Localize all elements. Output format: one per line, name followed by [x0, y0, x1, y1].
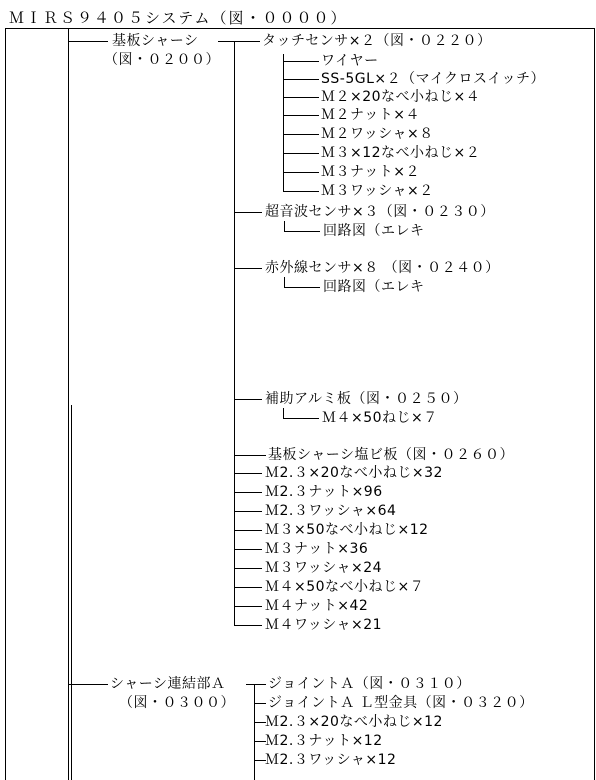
- connector-part: [283, 61, 319, 62]
- hardware-item: Ｍ４ワッシャ×21: [265, 617, 383, 633]
- substrate-chassis-figure: （図・０２００）: [104, 52, 220, 68]
- connector-joint-part: [254, 703, 266, 704]
- hardware-item: Ｍ３ワッシャ×24: [265, 560, 383, 576]
- joint-part: Ｍ2.３ワッシャ×12: [265, 752, 397, 768]
- hardware-item: Ｍ３ナット×36: [265, 541, 369, 557]
- hardware-item: Ｍ2.３ワッシャ×64: [265, 503, 397, 519]
- chassis-joint-figure: （図・０３００）: [119, 695, 235, 711]
- frame-left-border: [5, 28, 6, 780]
- frame-right-border: [594, 28, 595, 780]
- hardware-item: Ｍ４×50なべ小ねじ×７: [265, 579, 425, 595]
- root-title: ＭＩＲＳ９４０５システム（図・００００）: [9, 9, 348, 27]
- ultrasonic-child-line: [284, 221, 285, 231]
- connector-hardware: [234, 587, 262, 588]
- aux-aluminum-label: 補助アルミ板（図・０２５０）: [265, 391, 468, 407]
- substrate-children-line: [234, 41, 235, 625]
- infrared-child-line: [284, 277, 285, 287]
- ultrasonic-circuit-diagram: 回路図（エレキ: [323, 223, 425, 239]
- connector-ultrasonic: [234, 212, 262, 213]
- pvc-plate-label: 基板シャーシ塩ビ板（図・０２６０）: [268, 447, 514, 463]
- touch-part-m3-nut: Ｍ３ナット×２: [321, 164, 420, 180]
- touch-part-m3-washer: Ｍ３ワッシャ×２: [321, 183, 434, 199]
- frame-top-border: [5, 28, 595, 29]
- joint-part: ジョイントＡ Ｌ型金具（図・０３２０）: [268, 695, 534, 711]
- connector-joint-children: [246, 684, 266, 685]
- touch-sensor-label: タッチセンサ×２（図・０２２０）: [262, 33, 492, 49]
- touch-part-wire: ワイヤー: [321, 53, 379, 69]
- hardware-item: Ｍ2.３×20なべ小ねじ×32: [265, 465, 443, 481]
- connector-infrared: [234, 268, 262, 269]
- joint-part: ジョイントＡ（図・０３１０）: [268, 676, 471, 692]
- tree-trunk-line-inner: [71, 405, 72, 780]
- touch-part-m2-washer: Ｍ２ワッシャ×８: [321, 126, 434, 142]
- connector-hardware: [234, 530, 262, 531]
- connector-part: [283, 134, 319, 135]
- infrared-circuit-diagram: 回路図（エレキ: [323, 279, 425, 295]
- substrate-chassis-label: 基板シャーシ: [112, 33, 199, 49]
- hardware-item: Ｍ４ナット×42: [265, 598, 369, 614]
- connector-hardware: [234, 473, 262, 474]
- connector-hardware: [234, 511, 262, 512]
- joint-children-line: [254, 684, 255, 780]
- connector-hardware: [234, 549, 262, 550]
- connector-aux-aluminum: [234, 399, 262, 400]
- chassis-joint-label: シャーシ連結部Ａ: [110, 676, 226, 692]
- touch-part-microswitch: SS-5GL×２（マイクロスイッチ）: [321, 71, 545, 87]
- connector-part: [284, 231, 320, 232]
- touch-part-m2-screw: Ｍ２×20なべ小ねじ×４: [321, 89, 481, 105]
- touch-part-m3-screw: Ｍ３×12なべ小ねじ×２: [321, 145, 481, 161]
- connector-hardware: [234, 492, 262, 493]
- aux-aluminum-m4-screw: Ｍ４×50ねじ×７: [322, 410, 438, 426]
- connector-hardware: [234, 606, 262, 607]
- joint-part: Ｍ2.３ナット×12: [265, 733, 383, 749]
- connector-pvc-plate: [234, 455, 266, 456]
- joint-part: Ｍ2.３×20なべ小ねじ×12: [265, 714, 443, 730]
- infrared-sensor-label: 赤外線センサ×８ （図・０２４０）: [265, 260, 500, 276]
- tree-trunk-line: [68, 28, 69, 780]
- touch-part-m2-nut: Ｍ２ナット×４: [321, 107, 420, 123]
- connector-part: [283, 172, 319, 173]
- connector-part: [283, 418, 319, 419]
- connector-hardware: [234, 625, 262, 626]
- connector-part: [283, 115, 319, 116]
- connector-chassis-joint: [68, 684, 108, 685]
- ultrasonic-sensor-label: 超音波センサ×３（図・０２３０）: [265, 204, 495, 220]
- aux-aluminum-child-line: [283, 408, 284, 418]
- connector-substrate-chassis: [68, 41, 108, 42]
- hardware-item: Ｍ2.３ナット×96: [265, 484, 383, 500]
- connector-part: [284, 287, 320, 288]
- connector-part: [283, 97, 319, 98]
- connector-hardware: [234, 568, 262, 569]
- connector-part: [283, 79, 319, 80]
- hardware-item: Ｍ３×50なべ小ねじ×12: [265, 522, 429, 538]
- connector-to-children: [218, 41, 260, 42]
- connector-part: [283, 191, 319, 192]
- connector-part: [283, 153, 319, 154]
